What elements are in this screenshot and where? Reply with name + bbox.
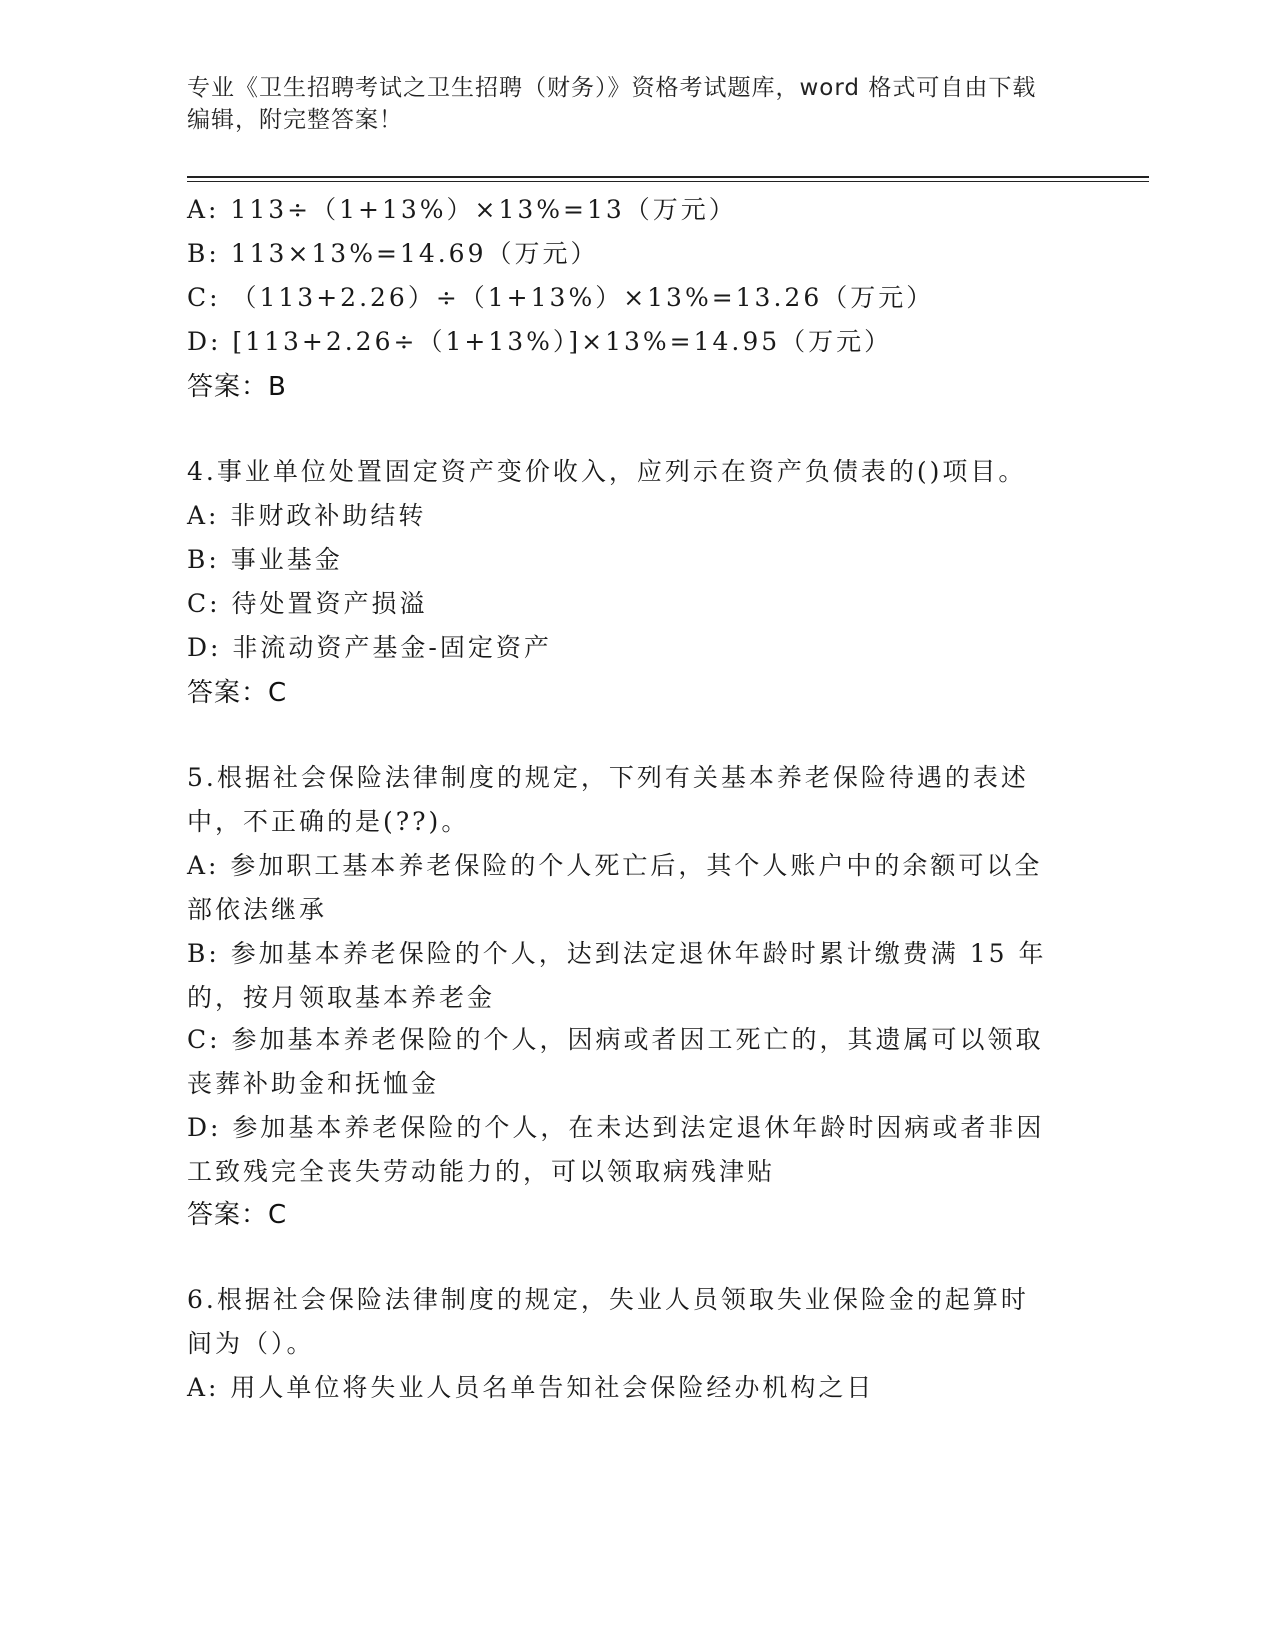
header-line-1: 专业《卫生招聘考试之卫生招聘（财务）》资格考试题库，word 格式可自由下载 [187,75,1037,101]
header-line-2: 编辑，附完整答案！ [187,107,403,133]
q3-answer: 答案：B [187,372,287,402]
q5-answer: 答案：C [187,1200,288,1230]
q3-option-c: C: （113+2.26）÷（1+13%）×13%=13.26（万元） [187,283,935,312]
q3-option-d: D: [113+2.26÷（1+13%）]×13%=14.95（万元） [187,327,893,356]
q5-question-line-2: 中，不正确的是(??)。 [187,807,470,836]
q3-option-b: B: 113×13%=14.69（万元） [187,239,599,268]
q5-option-d-line-1: D: 参加基本养老保险的个人，在未达到法定退休年龄时因病或者非因 [187,1113,1045,1142]
header-divider-thin [187,181,1149,182]
q4-option-c: C: 待处置资产损溢 [187,589,428,618]
q4-answer: 答案：C [187,678,288,708]
header-divider [187,176,1149,178]
q5-question-line-1: 5.根据社会保险法律制度的规定，下列有关基本养老保险待遇的表述 [187,763,1029,792]
document-header [187,72,1087,136]
q5-option-d-line-2: 工致残完全丧失劳动能力的，可以领取病残津贴 [187,1157,776,1186]
q4-question: 4.事业单位处置固定资产变价收入，应列示在资产负债表的()项目。 [187,457,1027,486]
q6-option-a: A: 用人单位将失业人员名单告知社会保险经办机构之日 [187,1373,875,1402]
q6-question-line-1: 6.根据社会保险法律制度的规定，失业人员领取失业保险金的起算时 [187,1285,1029,1314]
q3-option-a: A: 113÷（1+13%）×13%=13（万元） [187,195,737,224]
q5-option-c-line-1: C: 参加基本养老保险的个人，因病或者因工死亡的，其遗属可以领取 [187,1025,1044,1054]
q4-option-d: D: 非流动资产基金-固定资产 [187,633,552,662]
q5-option-b-line-2: 的，按月领取基本养老金 [187,983,496,1012]
q5-option-b-line-1: B: 参加基本养老保险的个人，达到法定退休年龄时累计缴费满 15 年 [187,939,1047,968]
q5-option-a-line-2: 部依法继承 [187,895,328,924]
q5-option-c-line-2: 丧葬补助金和抚恤金 [187,1069,440,1098]
q4-option-a: A: 非财政补助结转 [187,501,427,530]
q5-option-a-line-1: A: 参加职工基本养老保险的个人死亡后，其个人账户中的余额可以全 [187,851,1043,880]
q4-option-b: B: 事业基金 [187,545,343,574]
q6-question-line-2: 间为（）。 [187,1329,315,1358]
